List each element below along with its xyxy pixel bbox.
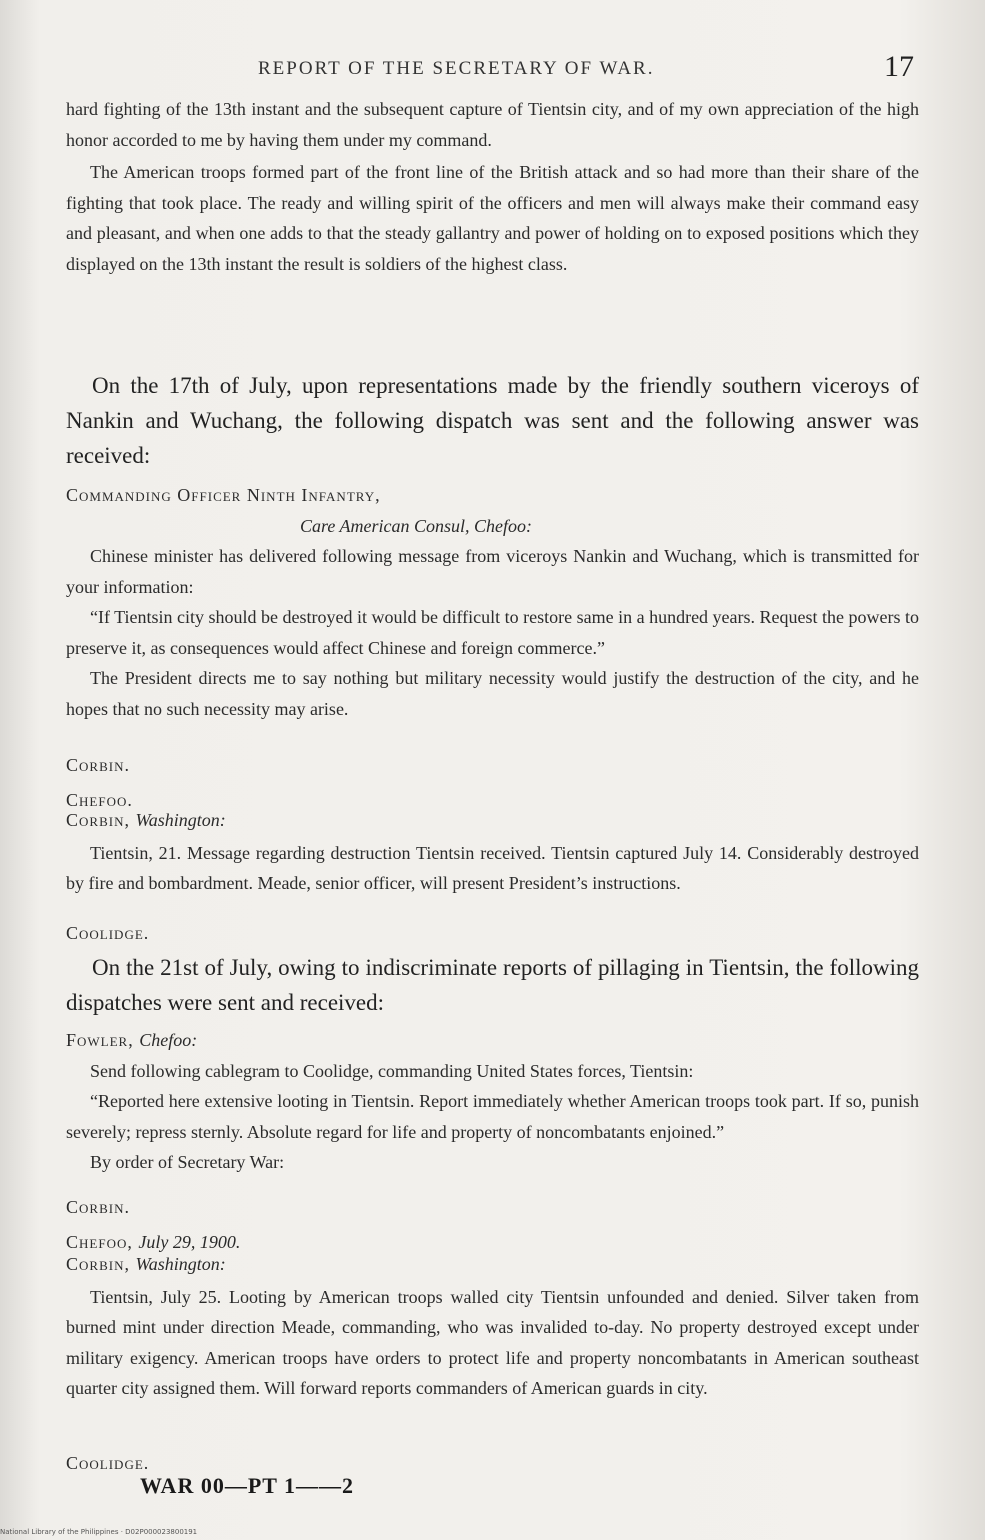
- signature-corbin-1: Corbin.: [66, 755, 130, 775]
- addressee-3: Fowler, Chefoo:: [66, 1030, 198, 1050]
- addressee-2: Corbin, Washington:: [66, 810, 226, 830]
- paragraph-by-order: By order of Secretary War:: [90, 1152, 285, 1172]
- addressee-4: Corbin, Washington:: [66, 1254, 226, 1274]
- dispatch-2: [66, 805, 919, 899]
- signature-coolidge-2: Coolidge.: [66, 1453, 150, 1473]
- section-heading-21st-july: [66, 950, 919, 1020]
- text-block-1: [66, 94, 919, 279]
- signature-corbin-2: Corbin.: [66, 1197, 130, 1217]
- place-date-chefoo: Chefoo, July 29, 1900.: [66, 1232, 241, 1252]
- paragraph-continuation: hard fighting of the 13th instant and the subsequent capture of Tientsin city, and of my own appreciation of the high honor accorded to me by having them under my command.: [66, 99, 919, 150]
- scan-credit: National Library of the Philippines · D02P000023800191: [0, 1528, 198, 1536]
- heading-paragraph-2: On the 21st of July, owing to indiscriminate reports of pillaging in Tientsin, the following dispatches were sent and received:: [66, 955, 919, 1015]
- page-number: 17: [884, 50, 914, 83]
- paragraph-president-directs: The President directs me to say nothing but military necessity would justify the destruction of the city, and he hopes that no such necessity may arise.: [66, 668, 919, 719]
- paragraph-chinese-minister: Chinese minister has delivered following message from viceroys Nankin and Wuchang, which is transmitted for your information:: [66, 546, 919, 597]
- place-chefoo: Chefoo.: [66, 790, 133, 810]
- paragraph-american-troops: The American troops formed part of the front line of the British attack and so had more than their share of the fighting that took place. The ready and willing spirit of the officers and men will always make their command easy and pleasant, and when one adds to that the steady gallantry and power of holding on to exposed positions which they displayed on the 13th instant the result is soldiers of the highest class.: [66, 162, 919, 274]
- section-heading-17th-july: [66, 368, 919, 473]
- paragraph-send-following: Send following cablegram to Coolidge, commanding United States forces, Tientsin:: [90, 1060, 694, 1081]
- running-title: REPORT OF THE SECRETARY OF WAR.: [258, 58, 655, 79]
- dispatch-1: [66, 480, 919, 724]
- paragraph-tientsin-july-25: Tientsin, July 25. Looting by American troops walled city Tientsin unfounded and denied. Silver taken from burned mint under direction Meade, commanding, who was invalided to-day. No property destroyed except under military exigency. American troops have orders to protect life and property noncombatants in American southeast quarter city assigned them. Will forward reports commanders of American guards in city.: [66, 1286, 919, 1398]
- paragraph-tientsin-21: Tientsin, 21. Message regarding destruction Tientsin received. Tientsin captured July 14. Considerably destroyed by fire and bombardment. Meade, senior officer, will present President’s instructions.: [66, 842, 919, 893]
- heading-paragraph-1: On the 17th of July, upon representations made by the friendly southern viceroys of Nankin and Wuchang, the following dispatch was sent and the following answer was received:: [66, 373, 919, 468]
- signature-coolidge-1: Coolidge.: [66, 923, 150, 943]
- addressee-1-care: Care American Consul, Chefoo:: [300, 515, 532, 536]
- addressee-1: Commanding Officer Ninth Infantry,: [66, 485, 381, 505]
- page-header: [0, 50, 985, 90]
- dispatch-4: [66, 1249, 919, 1404]
- paragraph-viceroy-quote: “If Tientsin city should be destroyed it would be difficult to restore same in a hundred years. Request the powers to preserve it, as consequences would affect Chinese and foreign commerce.”: [66, 607, 920, 658]
- dispatch-3: [66, 1025, 919, 1178]
- signature-mark: WAR 00—PT 1——2: [140, 1473, 355, 1498]
- paragraph-looting-report: “Reported here extensive looting in Tientsin. Report immediately whether American troops took part. If so, punish severely; repress sternly. Absolute regard for life and property of noncombatants enjoined.”: [66, 1091, 919, 1142]
